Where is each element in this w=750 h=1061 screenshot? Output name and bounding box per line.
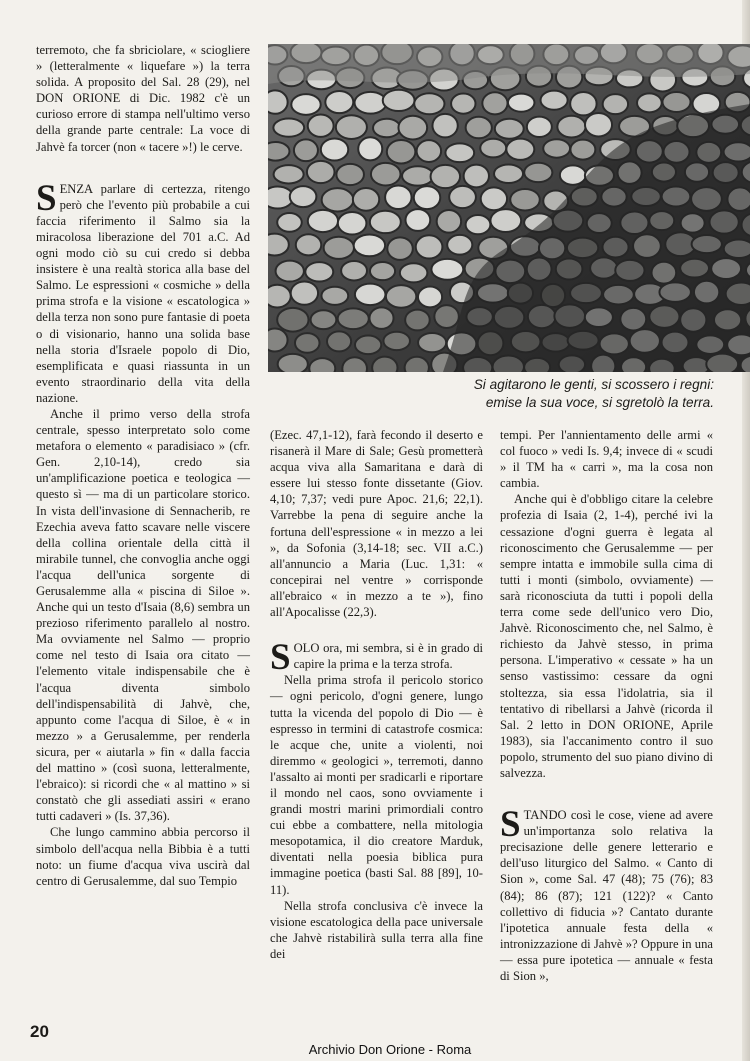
stone-wall-image (268, 44, 750, 372)
stone (291, 94, 320, 115)
stone (416, 235, 443, 258)
stone (508, 94, 535, 112)
stone (418, 287, 442, 308)
stone (405, 357, 429, 372)
text-column-center (270, 427, 483, 962)
stone (603, 94, 628, 114)
stone (277, 308, 308, 332)
stone (274, 165, 304, 183)
paragraph: Che lungo cammino abbia percorso il simbolo dell'acqua nella Bibbia è a tutti noto: un fiume d'acqua viva uscirà dal centro di Gerusalemme, dal suo Tempio (36, 825, 250, 888)
stone (341, 261, 367, 280)
stone (466, 117, 492, 139)
stone (543, 139, 570, 157)
drop-cap: S (36, 177, 57, 219)
stone (570, 140, 595, 160)
stone (383, 332, 410, 350)
stone (311, 310, 337, 329)
paragraph: terremoto, che fa sbriciolare, « sciogliere » (letteralmente « liquefare ») la terra solida. A proposito del Sal. 28 (29), nel DON ORIONE di Dic. 1982 c'è un curioso errore di stampa nell'ultimo verso della grande parte centrale: La voce di Jahvè fa torcer (non « tacere »!) le cerve. (36, 43, 250, 154)
stone (268, 329, 288, 352)
stone (336, 115, 367, 139)
stone (481, 187, 507, 210)
stone-wall-photo (268, 44, 750, 372)
stone (268, 285, 291, 308)
stone (494, 164, 523, 183)
stone (305, 262, 333, 281)
stone (322, 188, 354, 211)
stone (447, 235, 472, 255)
stone (327, 331, 351, 351)
section-paragraph (500, 804, 713, 984)
stone (294, 139, 318, 161)
stone (321, 139, 348, 161)
stone (372, 357, 397, 372)
stone (277, 213, 302, 232)
stone (383, 90, 415, 111)
stone (557, 116, 585, 138)
stone (495, 119, 524, 139)
section-paragraph (36, 177, 250, 406)
stone (434, 305, 459, 328)
paragraph: tempi. Per l'annientamento delle armi « col fuoco » vedi Is. 9,4; invece di « scudi » il TM ha « carri », ma la cosa non cambia. (500, 428, 713, 491)
stone (387, 140, 416, 163)
stone (398, 116, 427, 140)
stone (290, 186, 317, 207)
stone (445, 143, 474, 162)
stone (325, 91, 353, 113)
caption-line: emise la sua voce, si sgretolò la terra. (485, 395, 714, 410)
drop-cap: S (500, 804, 521, 846)
stone (464, 165, 489, 188)
stone (437, 210, 461, 233)
section-paragraph (270, 637, 483, 679)
photo-caption (268, 376, 714, 412)
stone (585, 113, 612, 137)
stone (268, 234, 289, 256)
stone (662, 92, 690, 112)
stone (296, 234, 321, 255)
stone (480, 139, 506, 158)
stone (405, 209, 430, 231)
stone (276, 261, 304, 282)
archive-footer: Archivio Don Orione - Roma (308, 1042, 472, 1057)
stone (541, 91, 568, 110)
stone (308, 210, 338, 232)
section-text: OLO ora, mi sembra, si è in grado di capire la prima e la terza strofa. (293, 641, 483, 672)
text-column-right (500, 427, 713, 984)
drop-cap: S (270, 637, 291, 679)
stone (338, 308, 369, 329)
stone (386, 285, 416, 308)
stone (278, 354, 308, 372)
paragraph: Nella strofa conclusiva c'è invece la visione escatologica della pace universale che Jahvè ristabilirà sulla terra alla fine dei (270, 898, 483, 961)
stone (369, 307, 393, 328)
stone (308, 115, 334, 137)
stone (417, 140, 442, 162)
stone (402, 166, 433, 185)
stone (355, 284, 386, 305)
stone (370, 262, 395, 280)
section-text: TANDO così le cose, viene ad avere un'importanza solo relativa la precisazione delle genere letterario e dell'uso liturgico del Salmo. « Canto di Sion », come Sal. 47 (48); 75 (76); 83 (84); 86 (87); 121 (122)? « Canto collettivo di fiducia »? Cantato durante l'ipotetica annuale festa della « intronizzazione di Jahvè »? Oppure in una — essa pure ipotetica — annuale « festa di Sion », (500, 808, 713, 983)
stone (451, 94, 475, 114)
stone (309, 358, 335, 372)
stone (510, 189, 539, 211)
stone (268, 90, 288, 113)
stone (637, 93, 662, 112)
stone (466, 215, 491, 234)
stone (358, 137, 382, 160)
stone (387, 237, 412, 260)
stone (432, 114, 457, 138)
stone (431, 165, 461, 188)
stone (355, 336, 381, 355)
paragraph: (Ezec. 47,1-12), farà fecondo il deserto e risanerà il Mare di Sale; Gesù prometterà acqua viva alla Samaritana e darà di essere lui stesso fonte dissetante (Giov. 4,10; 7,37; vedi pure Apoc. 21,6; 22,1). Varrebbe la pena di seguire anche la fortuna dell'espressione « in mezzo a lei », da Sofonia (3,14-18; sec. VII a.C.) all'annuncio a Maria (Luc. 1,31: « concepirai nel ventre » corrisponde all'ebraico « in mezzo a te »), fino all'Apocalisse (22,3). (270, 428, 483, 620)
section-text: ENZA parlare di certezza, ritengo però che l'evento più probabile a cui faccia riferimento il Salmo sia la miracolosa liberazione del 701 a.C. Ad ogni modo ciò su cui credo si debba insistere è una realtà storica alla base del Salmo. Le espressioni « cosmiche » della prima strofa e la visione « escatologica » della terza non sono pure fantasie di poeta o di visionario, hanno una solida base nella storia d'Israele popolo di Dio, esemplificata e quasi riassunta in un evento straordinario della vita della nazione. (36, 181, 250, 405)
stone (414, 93, 444, 114)
stone (273, 119, 304, 137)
stone (524, 163, 552, 182)
stone (268, 142, 289, 161)
stone (482, 92, 507, 114)
stone (291, 281, 318, 304)
page-number: 20 (30, 1022, 49, 1041)
text-column-left (36, 42, 250, 889)
stone (353, 188, 379, 211)
stone (570, 92, 596, 115)
stone (418, 333, 446, 352)
stone (373, 119, 400, 138)
stone (355, 92, 387, 114)
stone (506, 139, 534, 160)
paragraph: Anche qui è d'obbligo citare la celebre profezia di Isaia (2, 1-4), perché ivi la cessazione d'ogni guerra è legata al riconoscimento che Gerusalemme — per sempre intatta e immobile sulla cima di tutti i monti (simbolo, ovviamente) — sarà riconosciuta da tutti i popoli della terra come sede dell'unico vero Dio, Jahvè. Riconoscimento che, nel Salmo, è richiesto da Jahvè stesso, in prima persona. L'imperativo « cessate » ha un senso vastissimo: cessare da ogni stoltezza, sia essa l'idolatria, sia il tentativo di ribellarsi a Jahvè (ricorda il Sal. 2 letto in DON ORIONE, Aprile 1983), sia l'accanimento contro il suo popolo, strumento del suo piano divino di salvezza. (500, 492, 713, 780)
stone (371, 163, 401, 186)
stone (336, 164, 364, 185)
stone (414, 186, 441, 209)
paragraph: Anche il primo verso della strofa centrale, spesso interpretato solo come metafora o elemento « paradisiaco » (cfr. Gen. 2,10-14), credo sia un'amplificazione poetica e teologica — questo sì — ma di un particolare storico. In vista dell'invasione di Sennacherib, re Ezechia aveva fatto scavare nelle viscere della collina orientale della città il mirabile tunnel, che convoglia anche oggi l'acqua dell'unica sorgente di Gerusalemme alla « piscina di Siloe ». Anche qui un testo d'Isaia (8,6) sembra un prezioso riferimento parallelo al nostro. Ma ovviamente nel Salmo — proprio come nel testo di Isaia ora citato — l'elemento vitale indispensabile che è l'acqua diventa simbolo dell'indispensabilità di Jahvè, che, appunto come l'acqua di Siloe, è « in mezzo » a Gerusalemme, per renderla sicura, per « aiutarla » fin « dalla faccia del mattino » (così suona, letteralmente, l'ebraico): si ricordi che « al mattino » si constatò che gli assediati assiri « erano tutti cadaveri » (Is. 37,36). (36, 406, 250, 824)
stone (295, 333, 320, 353)
stone (385, 185, 411, 209)
stone (490, 209, 521, 232)
stone (449, 186, 476, 208)
stone (527, 117, 552, 137)
stone (370, 211, 401, 233)
stone (338, 212, 367, 235)
caption-line: Si agitarono le genti, si scossero i regni: (473, 377, 714, 392)
stone (307, 161, 335, 183)
paragraph: Nella prima strofa il pericolo storico — ogni pericolo, d'ogni genere, lungo tutta la vicenda del popolo di Dio — è espresso in termini di catastrofe cosmica: le acque che, unite a violenti, noi diremmo « geologici », terremoti, danno l'assalto ai monti per sradicarli e riportare il mondo nel caos, sono ovviamente i grandi mostri marini primordiali contro cui ebbe a combattere, nella mitologia mesopotamica, il dio creatore Marduk, diventati nella poesia biblica pura immagine poetica (basti Sal. 88 [89], 10-11). (270, 673, 483, 897)
stone (400, 263, 428, 282)
stone (321, 287, 348, 305)
stone (431, 259, 463, 280)
stone (354, 234, 385, 256)
stone (342, 357, 367, 372)
stone (324, 237, 354, 259)
stone (405, 310, 430, 331)
